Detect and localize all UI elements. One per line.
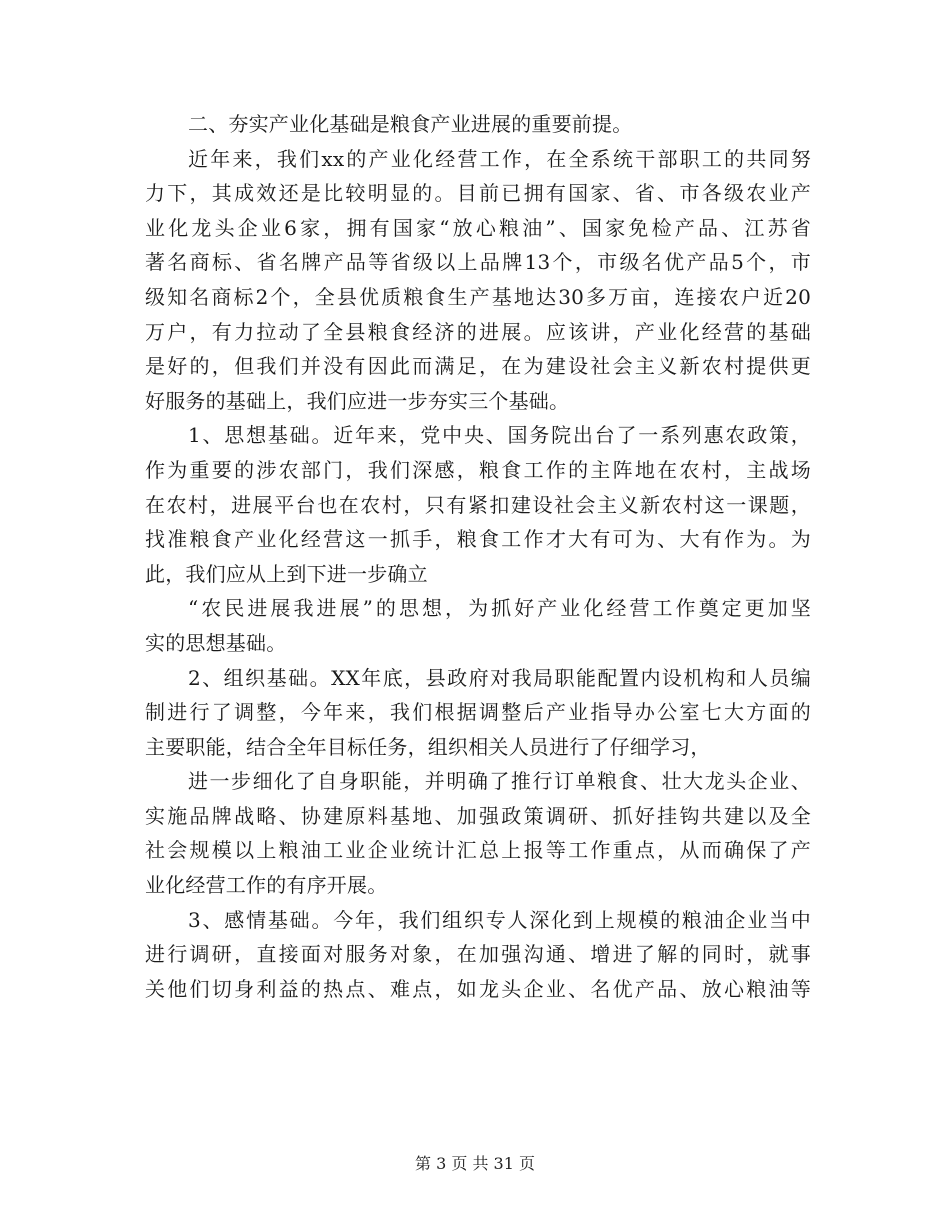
text-line: 近年来，我们xx的产业化经营工作，在全系统干部职工的共同努 [188,146,811,171]
text-line: 二、夯实产业化基础是粮食产业进展的重要前提。 [188,112,633,136]
text-line: 1、思想基础。近年来，党中央、国务院出台了一系列惠农政策， [188,423,811,448]
text-line: 社会规模以上粮油工业企业统计汇总上报等工作重点，从而确保了产 [145,838,811,863]
text-line: 主要职能，结合全年目标任务，组织相关人员进行了仔细学习， [145,734,711,759]
text-line: 在农村，进展平台也在农村，只有紧扣建设社会主义新农村这一课题， [145,492,811,517]
text-line: 力下，其成效还是比较明显的。目前已拥有国家、省、市各级农业产 [145,181,811,206]
text-line: “农民进展我进展”的思想，为抓好产业化经营工作奠定更加坚 [188,596,811,621]
text-line: 业化经营工作的有序开展。 [145,873,388,898]
document-body [145,107,811,1006]
text-line: 著名商标、省名牌产品等省级以上品牌13个，市级名优产品5个，市 [145,250,811,275]
text-line: 万户，有力拉动了全县粮食经济的进展。应该讲，产业化经营的基础 [145,319,811,344]
text-line: 作为重要的涉农部门，我们深感，粮食工作的主阵地在农村，主战场 [145,457,811,482]
text-line: 业化龙头企业6家，拥有国家“放心粮油”、国家免检产品、江苏省 [145,215,811,240]
text-line: 制进行了调整，今年来，我们根据调整后产业指导办公室七大方面的 [145,700,811,725]
text-line: 找准粮食产业化经营这一抓手，粮食工作才大有可为、大有作为。为 [145,527,811,552]
text-line: 关他们切身利益的热点、难点，如龙头企业、名优产品、放心粮油等 [145,976,811,1001]
text-line: 实施品牌战略、协建原料基地、加强政策调研、抓好挂钩共建以及全 [145,803,811,828]
text-line: 2、组织基础。XX年底，县政府对我局职能配置内设机构和人员编 [188,665,811,690]
text-line: 级知名商标2个，全县优质粮食生产基地达30多万亩，连接农户近20 [145,284,811,309]
text-line: 实的思想基础。 [145,630,287,655]
text-line: 是好的，但我们并没有因此而满足，在为建设社会主义新农村提供更 [145,354,811,379]
text-line: 进行调研，直接面对服务对象，在加强沟通、增进了解的同时，就事 [145,942,811,967]
text-line: 好服务的基础上，我们应进一步夯实三个基础。 [145,388,570,413]
text-line: 3、感情基础。今年，我们组织专人深化到上规模的粮油企业当中 [188,907,811,932]
text-line: 此，我们应从上到下进一步确立 [145,561,428,586]
page-footer: 第 3 页 共 31 页 [415,1154,535,1173]
text-line: 进一步细化了自身职能，并明确了推行订单粮食、壮大龙头企业、 [188,769,811,794]
